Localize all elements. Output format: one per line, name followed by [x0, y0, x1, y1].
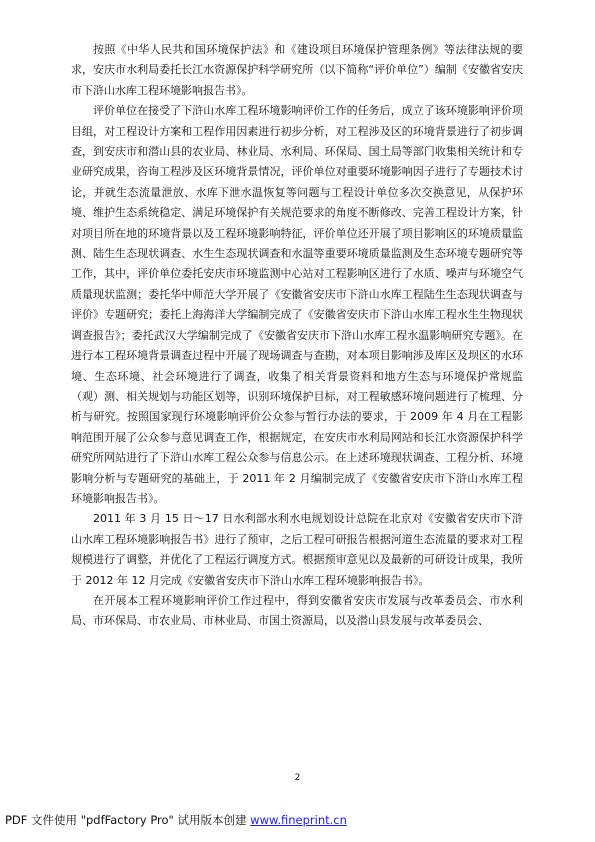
footer-text: PDF 文件使用 "pdfFactory Pro" 试用版本创建	[5, 813, 251, 827]
document-body	[71, 40, 523, 632]
paragraph-acknowledgement: 在开展本工程环境影响评价工作过程中，得到安徽省安庆市发展与改革委员会、市水利局、市环保局、市农业局、市林业局、市国土资源局，以及潜山县发展与改革委员会、	[71, 593, 523, 628]
pdf-watermark-footer	[5, 812, 347, 828]
footer-link[interactable]: www.fineprint.cn	[250, 813, 347, 827]
paragraph-review: 2011 年 3 月 15 日～17 日水利部水利水电规划设计总院在北京对《安徽省安庆市下浒山水库工程环境影响报告书》进行了预审，之后工程可研报告根据河道生态流量的要求对工程规模进行了调整，并优化了工程运行调度方式。根据预审意见以及最新的可研设计成果，我所于 2012 年 12 月完成《安徽省安庆市下浒山水库工程环境影响报告书》。	[71, 512, 523, 587]
paragraph-work-process: 评价单位在接受了下浒山水库工程环境影响评价工作的任务后，成立了该环境影响评价项目组，对工程设计方案和工程作用因素进行初步分析，对工程涉及区的环境背景进行了初步调查，到安庆市和潜山县的农业局、林业局、水利局、环保局、国土局等部门收集相关统计和专业研究成果，咨询工程涉及区环境背景情况，评价单位对重要环境影响因子进行了专题技术讨论，并就生态流量泄放、水库下泄水温恢复等问题与工程设计单位多次交换意见，从保护环境、维护生态系统稳定、满足环境保护有关规范要求的角度不断修改、完善工程设计方案，针对项目所在地的环境背景以及工程环境影响特征，评价单位还开展了项目影响区的环境质量监测、陆生生态现状调查、水生生态现状调查和水温等重要环境质量监测及生态环境专题研究等工作，其中，评价单位委托安庆市环境监测中心站对工程影响区进行了水质、噪声与环境空气质量现状监测；委托华中师范大学开展了《安徽省安庆市下浒山水库工程陆生生态现状调查与评价》专题研究；委托上海海洋大学编制完成了《安徽省安庆市下浒山水库工程水生生物现状调查报告》；委托武汉大学编制完成了《安徽省安庆市下浒山水库工程水温影响研究专题》。在进行本工程环境背景调查过程中开展了现场调查与查勘，对本项目影响涉及库区及坝区的水环境、生态环境、社会环境进行了调查，收集了相关背景资料和地方生态与环境保护常规监（观）测、相关规划与功能区划等，识别环境保护目标，对工程敏感环境问题进行了梳理、分析与研究。按照国家现行环境影响评价公众参与暂行办法的要求，于 2009 年 4 月在工程影响范围开展了公众参与意见调查工作，根据规定，在安庆市水利局网站和长江水资源保护科学研究所网站进行了下浒山水库工程公众参与信息公示。在上述环境现状调查、工程分析、环境影响分析与专题研究的基础上，于 2011 年 2 月编制完成了《安徽省安庆市下浒山水库工程环境影响报告书》。	[71, 104, 523, 505]
page-number: 2	[294, 773, 301, 783]
paragraph-intro: 按照《中华人民共和国环境保护法》和《建设项目环境保护管理条例》等法律法规的要求，安庆市水利局委托长江水资源保护科学研究所（以下简称“评价单位”）编制《安徽省安庆市下浒山水库工程环境影响报告书》。	[71, 43, 523, 97]
